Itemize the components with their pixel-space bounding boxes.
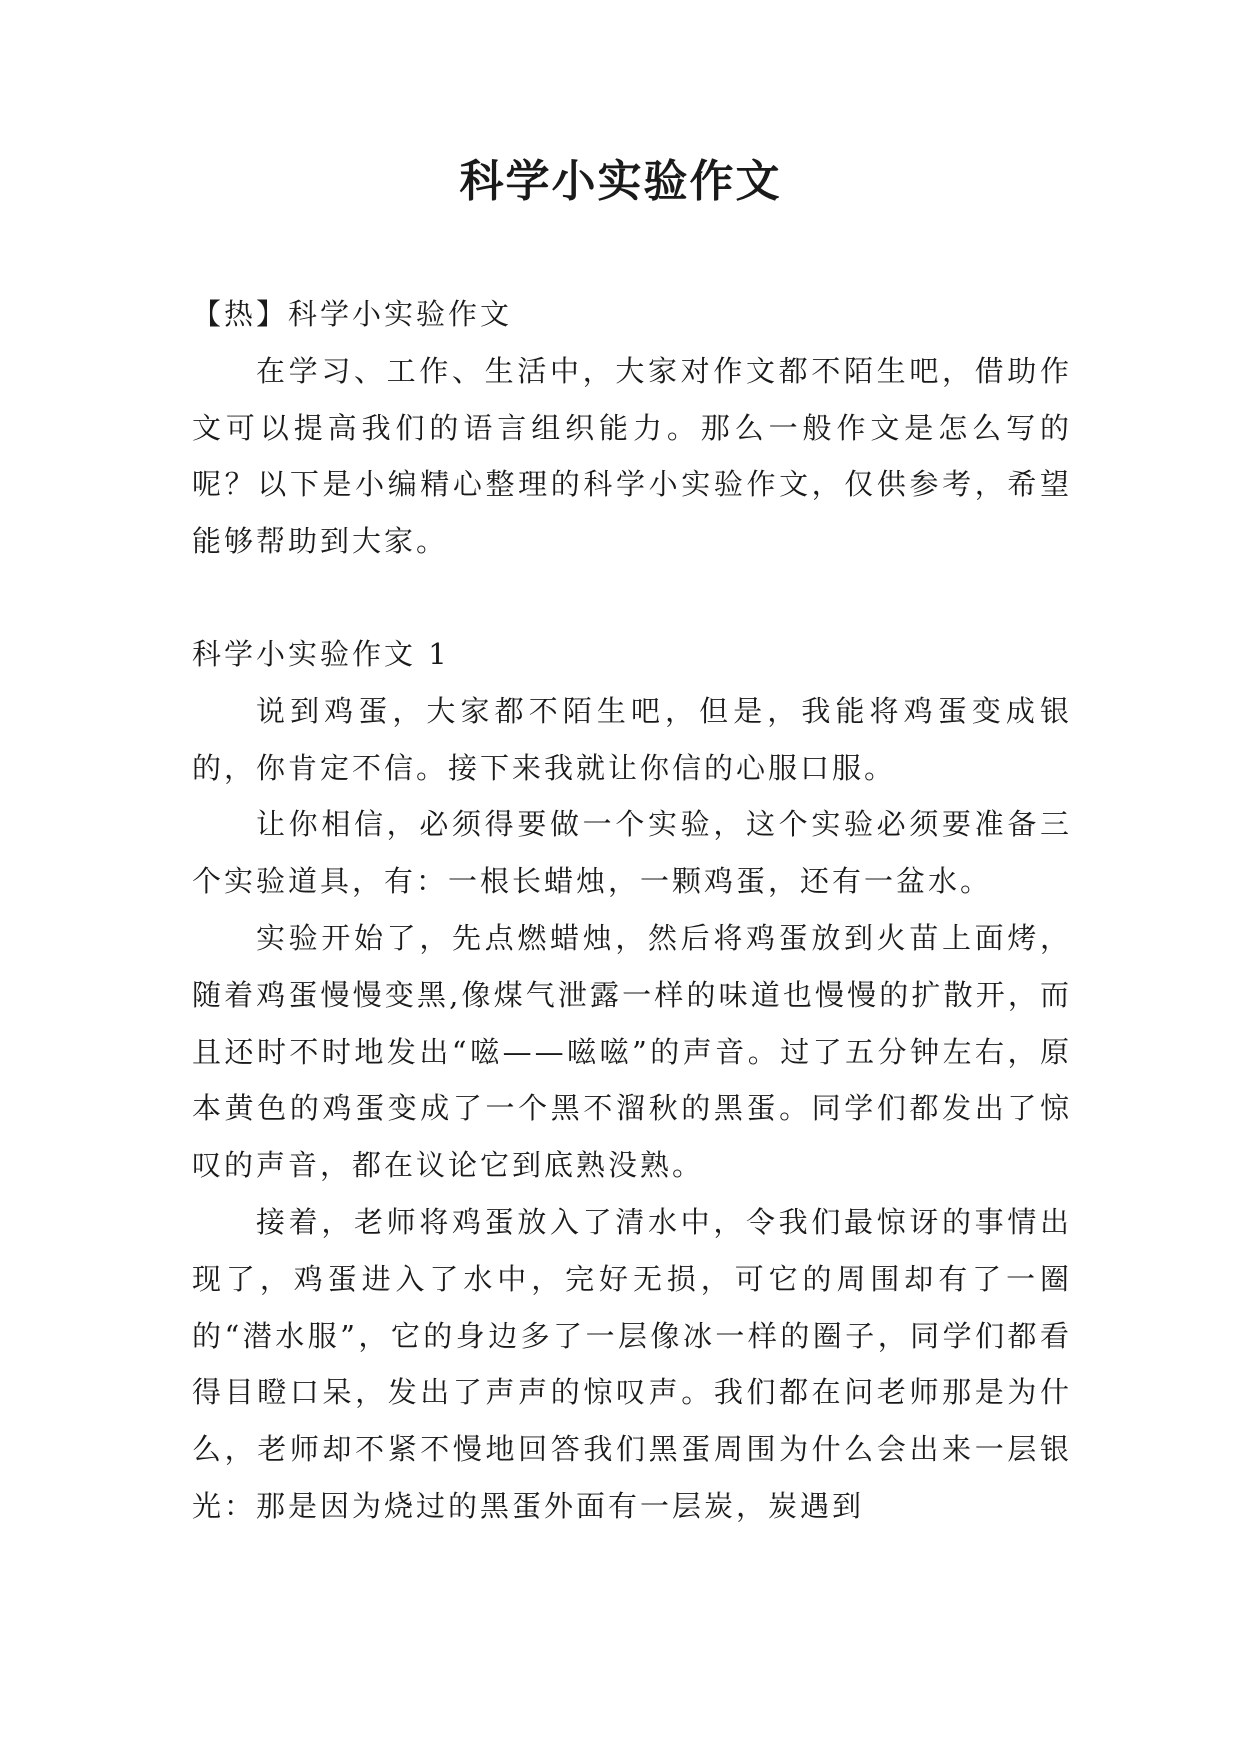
intro-paragraph: 在学习、工作、生活中，大家对作文都不陌生吧，借助作文可以提高我们的语言组织能力。那么一般作文是怎么写的呢？以下是小编精心整理的科学小实验作文，仅供参考，希望能够帮助到大家。 (192, 353, 1072, 559)
document-title: 科学小实验作文 (459, 156, 782, 207)
section-title: 科学小实验作文 1 (192, 636, 450, 671)
document-body (192, 286, 1072, 1535)
document-heading: 【热】科学小实验作文 (192, 297, 513, 331)
body-paragraph-3: 实验开始了，先点燃蜡烛，然后将鸡蛋放到火苗上面烤，随着鸡蛋慢慢变黑,像煤气泄露一样的味道也慢慢的扩散开，而且还时不时地发出“嗞——嗞嗞”的声音。过了五分钟左右，原本黄色的鸡蛋变成了一个黑不溜秋的黑蛋。同学们都发出了惊叹的声音，都在议论它到底熟没熟。 (192, 920, 1072, 1183)
body-paragraph-1: 说到鸡蛋，大家都不陌生吧，但是，我能将鸡蛋变成银的，你肯定不信。接下来我就让你信的心服口服。 (192, 693, 1072, 785)
body-paragraph-2: 让你相信，必须得要做一个实验，这个实验必须要准备三个实验道具，有：一根长蜡烛，一颗鸡蛋，还有一盆水。 (192, 807, 1072, 899)
body-paragraph-4: 接着，老师将鸡蛋放入了清水中，令我们最惊讶的事情出现了，鸡蛋进入了水中，完好无损，可它的周围却有了一圈的“潜水服”，它的身边多了一层像冰一样的圈子，同学们都看得目瞪口呆，发出了声声的惊叹声。我们都在问老师那是为什么，老师却不紧不慢地回答我们黑蛋周围为什么会出来一层银光：那是因为烧过的黑蛋外面有一层炭，炭遇到 (192, 1204, 1072, 1523)
section-spacer (192, 570, 1072, 626)
